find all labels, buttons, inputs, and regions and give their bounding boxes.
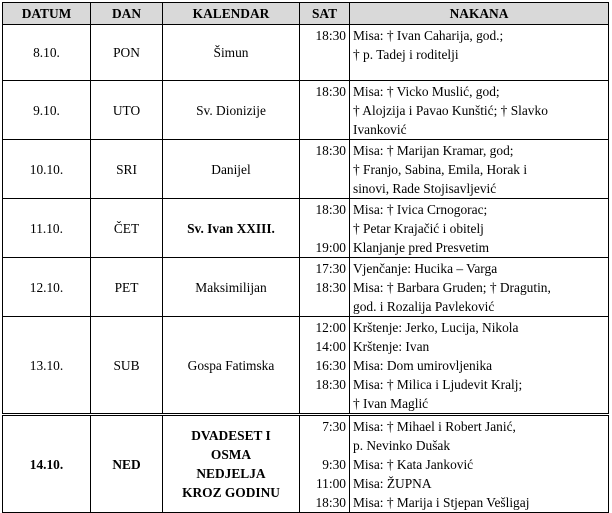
- time-text: [303, 219, 346, 238]
- time-text: 18:30: [315, 202, 346, 217]
- date-cell: 8.10.: [3, 25, 91, 81]
- time-cell: [300, 140, 350, 199]
- calendar-text: NEDJELJA: [196, 466, 266, 481]
- date-cell: 11.10.: [3, 199, 91, 258]
- intention-text: Vjenčanje: Hucika – Varga: [353, 261, 498, 276]
- schedule-row: [3, 317, 609, 415]
- calendar-cell: [163, 199, 300, 258]
- calendar-text: Gospa Fatimska: [187, 357, 275, 373]
- intention-text: Misa: † Ivan Caharija, god.;: [353, 28, 504, 43]
- time-text: [303, 160, 346, 179]
- schedule-row: [3, 199, 609, 258]
- intention-cell: [350, 317, 609, 415]
- calendar-cell: [163, 25, 300, 81]
- intention-text: Misa: † Marija i Stjepan Vešligaj: [353, 495, 530, 510]
- intention-text: Misa: † Marijan Kramar, god;: [353, 143, 514, 158]
- time-text: 17:30: [315, 261, 346, 276]
- calendar-text: OSMA: [210, 447, 252, 462]
- day-cell: PON: [91, 25, 163, 81]
- day-cell: SUB: [91, 317, 163, 415]
- time-cell: [300, 81, 350, 140]
- intention-text: Krštenje: Jerko, Lucija, Nikola: [353, 320, 519, 335]
- calendar-cell: [163, 317, 300, 415]
- calendar-cell: [163, 415, 300, 513]
- day-cell: PET: [91, 258, 163, 317]
- intention-text: † p. Tadej i roditelji: [353, 47, 459, 62]
- time-cell: [300, 415, 350, 513]
- time-text: [303, 394, 346, 413]
- header-datum: DATUM: [3, 3, 91, 25]
- calendar-text: Sv. Dionizije: [196, 102, 266, 118]
- schedule-body: [3, 25, 609, 513]
- calendar-text: Šimun: [213, 45, 249, 60]
- date-cell: 10.10.: [3, 140, 91, 199]
- calendar-cell: [163, 81, 300, 140]
- date-cell: 14.10.: [3, 415, 91, 513]
- intention-cell: [350, 199, 609, 258]
- time-text: 14:00: [315, 339, 346, 354]
- intention-text: Krštenje: Ivan: [353, 339, 430, 354]
- intention-text: † Ivan Maglić: [353, 396, 429, 411]
- time-text: 12:00: [315, 320, 346, 335]
- day-cell: UTO: [91, 81, 163, 140]
- date-cell: 9.10.: [3, 81, 91, 140]
- header-sat: SAT: [300, 3, 350, 25]
- time-text: 19:00: [315, 240, 346, 255]
- time-text: 9:30: [322, 457, 346, 472]
- calendar-cell: [163, 258, 300, 317]
- intention-text: p. Nevinko Dušak: [353, 438, 451, 453]
- time-text: 18:30: [315, 377, 346, 392]
- intention-text: Misa: Dom umirovljenika: [353, 358, 493, 373]
- time-cell: [300, 199, 350, 258]
- time-text: 16:30: [315, 358, 346, 373]
- intention-cell: [350, 140, 609, 199]
- intention-text: god. i Rozalija Pavleković: [353, 299, 495, 314]
- time-text: [303, 101, 346, 120]
- time-text: 18:30: [315, 28, 346, 43]
- calendar-text: DVADESET I: [191, 428, 271, 443]
- intention-cell: [350, 25, 609, 81]
- intention-text: † Franjo, Sabina, Emila, Horak i: [353, 162, 528, 177]
- calendar-text: KROZ GODINU: [182, 485, 280, 500]
- intention-text: Misa: † Mihael i Robert Janić,: [353, 419, 516, 434]
- time-text: [303, 179, 346, 198]
- time-text: 11:00: [315, 476, 346, 491]
- day-cell: NED: [91, 415, 163, 513]
- intention-text: † Alojzija i Pavao Kunštić; † Slavko: [353, 103, 548, 118]
- intention-text: Misa: † Kata Janković: [353, 457, 474, 472]
- schedule-table: [2, 2, 609, 513]
- time-text: [303, 297, 346, 316]
- intention-text: Misa: † Vicko Muslić, god;: [353, 84, 500, 99]
- calendar-cell: [163, 140, 300, 199]
- time-text: [303, 436, 346, 455]
- time-text: 7:30: [322, 419, 346, 434]
- intention-text: sinovi, Rade Stojisavljević: [353, 181, 497, 196]
- time-cell: [300, 258, 350, 317]
- header-dan: DAN: [91, 3, 163, 25]
- time-cell: [300, 25, 350, 81]
- time-text: 18:30: [315, 495, 346, 510]
- schedule-row: [3, 258, 609, 317]
- intention-text: † Petar Krajačić i obitelj: [353, 221, 484, 236]
- intention-text: Misa: † Barbara Gruden; † Dragutin,: [353, 280, 551, 295]
- intention-text: Misa: † Ivica Crnogorac;: [353, 202, 488, 217]
- time-cell: [300, 317, 350, 415]
- intention-text: Klanjanje pred Presvetim: [353, 240, 490, 255]
- intention-text: Misa: † Milica i Ljudevit Kralj;: [353, 377, 523, 392]
- schedule-row: [3, 140, 609, 199]
- time-text: 18:30: [315, 143, 346, 158]
- header-row: [3, 3, 609, 25]
- day-cell: SRI: [91, 140, 163, 199]
- date-cell: 12.10.: [3, 258, 91, 317]
- date-cell: 13.10.: [3, 317, 91, 415]
- schedule-row: [3, 25, 609, 81]
- intention-cell: [350, 258, 609, 317]
- calendar-text: Maksimilijan: [195, 279, 267, 295]
- calendar-text: Sv. Ivan XXIII.: [187, 220, 275, 236]
- time-text: 18:30: [315, 84, 346, 99]
- header-kalendar: KALENDAR: [163, 3, 300, 25]
- intention-text: Misa: ŽUPNA: [353, 476, 432, 491]
- time-text: 18:30: [315, 280, 346, 295]
- time-text: [303, 120, 346, 139]
- intention-text: Ivanković: [353, 122, 407, 137]
- time-text: [303, 45, 346, 64]
- intention-cell: [350, 415, 609, 513]
- day-cell: ČET: [91, 199, 163, 258]
- schedule-row: [3, 81, 609, 140]
- calendar-text: Danijel: [211, 161, 251, 177]
- intention-cell: [350, 81, 609, 140]
- header-nakana: NAKANA: [350, 3, 609, 25]
- schedule-header: [3, 3, 609, 25]
- schedule-row: [3, 415, 609, 513]
